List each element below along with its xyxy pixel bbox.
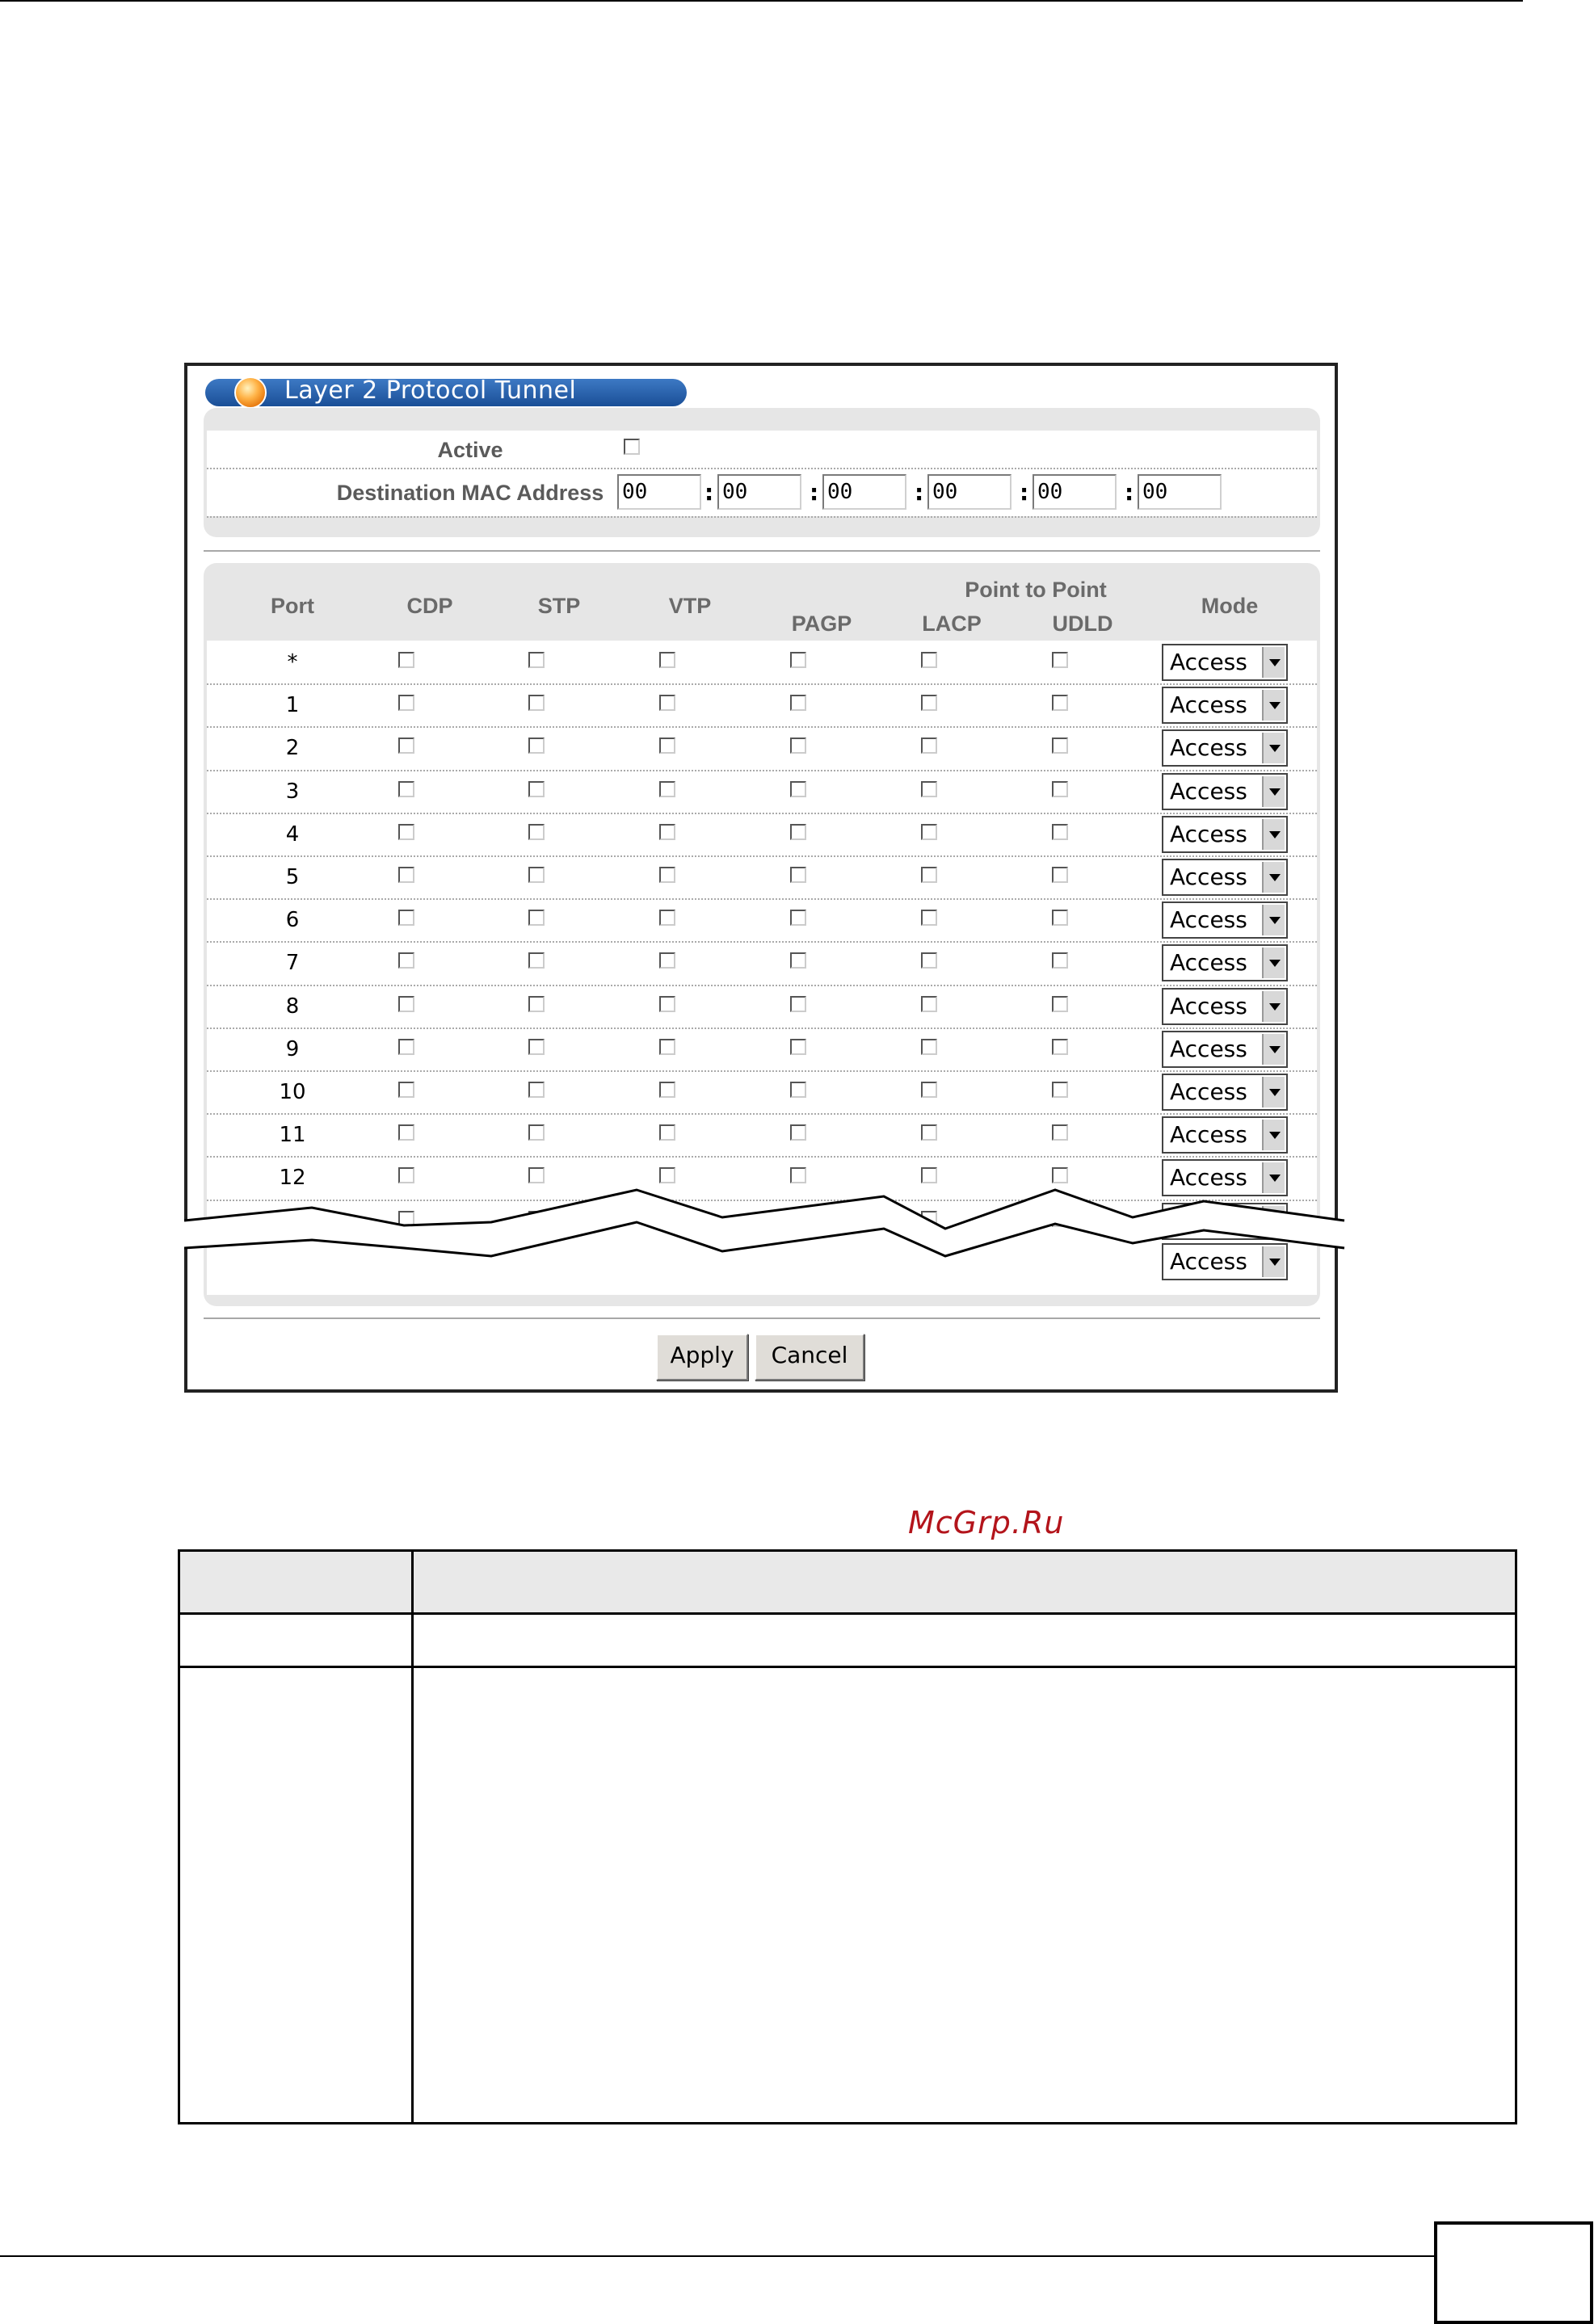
pagp-checkbox[interactable] (790, 952, 806, 969)
lacp-checkbox[interactable] (921, 1124, 937, 1141)
mac-octet-2[interactable] (717, 474, 801, 510)
pagp-checkbox[interactable] (790, 695, 806, 711)
col-header-port: Port (271, 594, 314, 618)
port-number: 1 (285, 693, 300, 718)
col-header-udld: UDLD (1052, 611, 1113, 636)
cdp-checkbox[interactable] (398, 996, 414, 1012)
orb-icon (234, 376, 267, 409)
row-divider (207, 985, 1317, 986)
vtp-checkbox[interactable] (659, 781, 675, 797)
vtp-checkbox[interactable] (659, 738, 675, 754)
chevron-down-icon[interactable] (1262, 1162, 1285, 1193)
mode-select[interactable] (1162, 944, 1288, 981)
mode-value: Access (1170, 864, 1247, 890)
vtp-checkbox[interactable] (659, 1082, 675, 1098)
port-number: 2 (285, 736, 300, 761)
watermark: McGrp.Ru (908, 1505, 1065, 1540)
mode-select[interactable] (1162, 1074, 1288, 1111)
lacp-checkbox[interactable] (921, 1082, 937, 1098)
stp-checkbox[interactable] (528, 781, 545, 797)
mode-value: Access (1170, 1121, 1247, 1149)
pagp-checkbox[interactable] (790, 1039, 806, 1055)
mode-value: Access (1170, 906, 1247, 934)
port-number: * (287, 650, 298, 675)
udld-checkbox[interactable] (1052, 1039, 1068, 1055)
lacp-checkbox[interactable] (921, 824, 937, 840)
cdp-checkbox[interactable] (398, 824, 414, 840)
udld-checkbox[interactable] (1052, 996, 1068, 1012)
mac-colon: : (1020, 479, 1029, 506)
divider (207, 516, 1317, 518)
top-rule (0, 0, 1523, 2)
lacp-checkbox[interactable] (921, 1167, 937, 1183)
stp-checkbox[interactable] (528, 1124, 545, 1141)
mode-value: Access (1170, 1078, 1247, 1105)
mode-value: Access (1170, 992, 1247, 1019)
stp-checkbox[interactable] (528, 1082, 545, 1098)
mode-value: Access (1170, 1164, 1247, 1191)
udld-checkbox[interactable] (1052, 781, 1068, 797)
active-label: Active (437, 438, 503, 462)
lacp-checkbox[interactable] (921, 1039, 937, 1055)
mac-colon: : (915, 479, 924, 506)
mode-value: Access (1170, 1248, 1247, 1275)
pagp-checkbox[interactable] (790, 824, 806, 840)
pagp-checkbox[interactable] (790, 781, 806, 797)
row-divider (207, 1028, 1317, 1029)
row-divider (207, 726, 1317, 728)
vtp-checkbox[interactable] (659, 1167, 675, 1183)
divider (207, 468, 1317, 469)
port-number: 7 (285, 951, 300, 976)
lacp-checkbox[interactable] (921, 781, 937, 797)
col-header-point-to-point: Point to Point (965, 578, 1107, 602)
row-divider (207, 1070, 1317, 1072)
udld-checkbox[interactable] (1052, 738, 1068, 754)
row-divider (207, 813, 1317, 814)
lacp-checkbox[interactable] (921, 910, 937, 926)
bottom-rule (0, 2255, 1434, 2257)
stp-checkbox[interactable] (528, 910, 545, 926)
cdp-checkbox[interactable] (398, 738, 414, 754)
pagp-checkbox[interactable] (790, 1082, 806, 1098)
column-divider (411, 1552, 414, 2122)
chevron-down-icon[interactable] (1262, 948, 1285, 978)
section-separator (204, 1317, 1320, 1319)
vtp-checkbox[interactable] (659, 996, 675, 1012)
chevron-down-icon[interactable] (1262, 1246, 1285, 1277)
udld-checkbox[interactable] (1052, 952, 1068, 969)
mode-value: Access (1170, 649, 1247, 675)
lacp-checkbox[interactable] (921, 952, 937, 969)
stp-checkbox[interactable] (528, 1039, 545, 1055)
mac-octet-6[interactable] (1138, 474, 1222, 510)
stp-checkbox[interactable] (528, 1167, 545, 1183)
vtp-checkbox[interactable] (659, 1039, 675, 1055)
port-number: 4 (285, 822, 300, 847)
mode-select[interactable] (1162, 773, 1288, 810)
row-divider (207, 770, 1317, 771)
mac-octet-4[interactable] (927, 474, 1011, 510)
port-number: 6 (285, 908, 300, 933)
col-header-lacp: LACP (922, 611, 982, 636)
pagp-checkbox[interactable] (790, 996, 806, 1012)
lacp-checkbox[interactable] (921, 996, 937, 1012)
udld-checkbox[interactable] (1052, 1082, 1068, 1098)
row-divider (207, 855, 1317, 857)
port-number: 12 (279, 1166, 306, 1191)
udld-checkbox[interactable] (1052, 824, 1068, 840)
chevron-down-icon[interactable] (1262, 905, 1285, 935)
lacp-checkbox[interactable] (921, 695, 937, 711)
col-header-vtp: VTP (668, 594, 712, 618)
stp-checkbox[interactable] (528, 952, 545, 969)
vtp-checkbox[interactable] (659, 910, 675, 926)
lacp-checkbox[interactable] (921, 867, 937, 883)
pagp-checkbox[interactable] (790, 652, 806, 668)
chevron-down-icon[interactable] (1262, 819, 1285, 850)
chevron-down-icon[interactable] (1262, 1077, 1285, 1107)
chevron-down-icon[interactable] (1262, 1034, 1285, 1065)
vtp-checkbox[interactable] (659, 1124, 675, 1141)
row-divider (207, 683, 1317, 685)
row-divider (207, 1156, 1317, 1158)
vtp-checkbox[interactable] (659, 652, 675, 668)
stp-checkbox[interactable] (528, 738, 545, 754)
pagp-checkbox[interactable] (790, 910, 806, 926)
udld-checkbox[interactable] (1052, 867, 1068, 883)
cdp-checkbox[interactable] (398, 952, 414, 969)
chevron-down-icon[interactable] (1262, 991, 1285, 1022)
mode-select[interactable] (1162, 816, 1288, 853)
cdp-checkbox[interactable] (398, 910, 414, 926)
mode-select[interactable] (1162, 687, 1288, 724)
active-checkbox[interactable] (624, 439, 640, 455)
row-divider (207, 898, 1317, 900)
description-table-header (180, 1552, 1515, 1615)
vtp-checkbox[interactable] (659, 952, 675, 969)
stp-checkbox[interactable] (528, 867, 545, 883)
mac-octet-5[interactable] (1033, 474, 1117, 510)
description-table-row (180, 1615, 1515, 1668)
cdp-checkbox[interactable] (398, 652, 414, 668)
col-header-stp: STP (537, 594, 581, 618)
udld-checkbox[interactable] (1052, 1124, 1068, 1141)
mode-value: Access (1170, 777, 1247, 805)
stp-checkbox[interactable] (528, 695, 545, 711)
page-title: Layer 2 Protocol Tunnel (284, 376, 577, 405)
chevron-down-icon[interactable] (1262, 690, 1285, 721)
cdp-checkbox[interactable] (398, 695, 414, 711)
mode-value: Access (1170, 820, 1247, 847)
cdp-checkbox[interactable] (398, 1167, 414, 1183)
port-number: 8 (285, 994, 300, 1019)
pagp-checkbox[interactable] (790, 738, 806, 754)
vtp-checkbox[interactable] (659, 824, 675, 840)
mac-colon: : (1125, 479, 1134, 506)
cdp-checkbox[interactable] (398, 781, 414, 797)
row-divider (207, 1113, 1317, 1115)
chevron-down-icon[interactable] (1262, 1120, 1285, 1150)
udld-checkbox[interactable] (1052, 910, 1068, 926)
mode-select[interactable] (1162, 988, 1288, 1025)
chevron-down-icon[interactable] (1262, 733, 1285, 763)
cdp-checkbox[interactable] (398, 1124, 414, 1141)
col-header-pagp: PAGP (791, 611, 852, 636)
udld-checkbox[interactable] (1052, 695, 1068, 711)
port-number: 10 (279, 1080, 306, 1104)
mode-value: Access (1170, 1035, 1247, 1062)
col-header-mode: Mode (1201, 594, 1259, 618)
row-divider (207, 941, 1317, 943)
mode-select[interactable] (1162, 644, 1288, 681)
lacp-checkbox[interactable] (921, 652, 937, 668)
cdp-checkbox[interactable] (398, 1082, 414, 1098)
mode-select-last[interactable] (1162, 1243, 1288, 1280)
apply-button[interactable]: Apply (656, 1334, 748, 1381)
mode-value: Access (1170, 949, 1247, 977)
lacp-checkbox[interactable] (921, 738, 937, 754)
section-separator (204, 550, 1320, 552)
vtp-checkbox[interactable] (659, 867, 675, 883)
port-number: 11 (279, 1123, 306, 1148)
udld-checkbox[interactable] (1052, 1167, 1068, 1183)
port-number: 9 (285, 1036, 300, 1061)
mac-octet-3[interactable] (822, 474, 906, 510)
pagp-checkbox[interactable] (790, 1124, 806, 1141)
mode-value: Access (1170, 734, 1247, 762)
pagp-checkbox[interactable] (790, 1167, 806, 1183)
mac-octet-1[interactable] (617, 474, 701, 510)
col-header-cdp: CDP (406, 594, 453, 618)
mode-select[interactable] (1162, 729, 1288, 767)
screenshot-frame (184, 363, 1338, 1540)
mode-select[interactable] (1162, 901, 1288, 939)
mac-label: Destination MAC Address (336, 481, 604, 505)
mode-select[interactable] (1162, 859, 1288, 896)
mode-value: Access (1170, 691, 1247, 719)
cdp-checkbox[interactable] (398, 867, 414, 883)
stp-checkbox[interactable] (528, 996, 545, 1012)
stp-checkbox[interactable] (528, 824, 545, 840)
pagp-checkbox[interactable] (790, 867, 806, 883)
mode-select[interactable] (1162, 1116, 1288, 1154)
vtp-checkbox[interactable] (659, 695, 675, 711)
port-number: 5 (285, 865, 300, 889)
cdp-checkbox[interactable] (398, 1039, 414, 1055)
stp-checkbox[interactable] (528, 652, 545, 668)
chevron-down-icon[interactable] (1262, 776, 1285, 807)
mac-colon: : (810, 479, 819, 506)
cancel-button[interactable]: Cancel (755, 1334, 864, 1381)
chevron-down-icon[interactable] (1262, 862, 1285, 893)
page-number-box (1434, 2221, 1593, 2324)
mac-colon: : (704, 479, 714, 506)
description-table (178, 1549, 1517, 2124)
port-number: 3 (285, 779, 300, 804)
chevron-down-icon[interactable] (1262, 647, 1285, 678)
udld-checkbox[interactable] (1052, 652, 1068, 668)
mode-select[interactable] (1162, 1031, 1288, 1068)
